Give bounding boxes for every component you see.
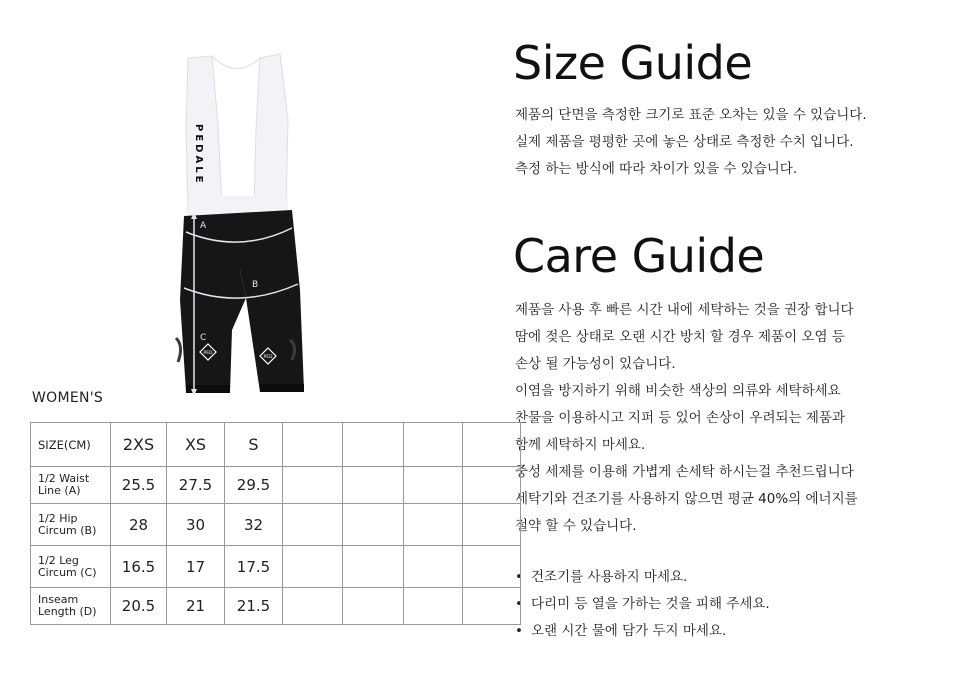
- table-cell: 25.5: [111, 467, 167, 504]
- table-row: [31, 467, 521, 504]
- table-cell: 29.5: [225, 467, 283, 504]
- list-item: [515, 564, 770, 591]
- table-header-cell: SIZE(CM): [31, 423, 111, 467]
- bullet-icon: •: [515, 623, 523, 639]
- table-cell: 21: [167, 588, 225, 625]
- table-row: [31, 546, 521, 588]
- care-guide-line: 찬물을 이용하시고 지퍼 등 있어 손상이 우려되는 제품과: [515, 410, 845, 426]
- care-guide-line: 절약 할 수 있습니다.: [515, 518, 637, 534]
- table-cell: [463, 546, 521, 588]
- marker-c: C: [200, 333, 207, 343]
- care-guide-line: 함께 세탁하지 마세요.: [515, 437, 646, 453]
- bullet-text: 건조기를 사용하지 마세요.: [531, 569, 688, 585]
- table-header-cell: [404, 423, 463, 467]
- table-row-label: Inseam Length (D): [31, 588, 111, 625]
- size-table: [30, 422, 521, 625]
- svg-text:PED: PED: [203, 351, 213, 356]
- table-cell: 17: [167, 546, 225, 588]
- table-header-cell: [283, 423, 343, 467]
- table-cell: 20.5: [111, 588, 167, 625]
- table-row: [31, 504, 521, 546]
- care-guide-line: 제품을 사용 후 빠른 시간 내에 세탁하는 것을 권장 합니다: [515, 302, 854, 318]
- table-cell: 30: [167, 504, 225, 546]
- table-cell: [343, 546, 404, 588]
- table-cell: 16.5: [111, 546, 167, 588]
- table-cell: 32: [225, 504, 283, 546]
- shorts-body: [180, 210, 304, 392]
- bullet-icon: •: [515, 569, 523, 585]
- brand-text: PEDALE: [193, 124, 204, 186]
- table-row-label: 1/2 Waist Line (A): [31, 467, 111, 504]
- table-header-cell: [343, 423, 404, 467]
- bib-shorts-illustration: [160, 40, 360, 410]
- table-row-label: 1/2 Leg Circum (C): [31, 546, 111, 588]
- table-cell: 21.5: [225, 588, 283, 625]
- list-item: [515, 618, 770, 645]
- size-guide-line: 제품의 단면을 측정한 크기로 표준 오차는 있을 수 있습니다.: [515, 107, 867, 123]
- bullet-icon: •: [515, 596, 523, 612]
- size-guide-description: [515, 102, 867, 183]
- table-cell: [404, 588, 463, 625]
- table-cell: [283, 467, 343, 504]
- table-cell: [283, 546, 343, 588]
- care-guide-line: 손상 될 가능성이 있습니다.: [515, 356, 676, 372]
- table-header-cell: 2XS: [111, 423, 167, 467]
- table-row: [31, 588, 521, 625]
- bullet-text: 오랜 시간 물에 담가 두지 마세요.: [531, 623, 727, 639]
- product-image: [160, 40, 360, 410]
- care-guide-line: 땀에 젖은 상태로 오랜 시간 방치 할 경우 제품이 오염 등: [515, 329, 845, 345]
- care-guide-description: [515, 297, 858, 540]
- table-header-cell: S: [225, 423, 283, 467]
- table-header-cell: [463, 423, 521, 467]
- table-cell: [343, 504, 404, 546]
- table-cell: [343, 467, 404, 504]
- table-cell: 28: [111, 504, 167, 546]
- table-cell: [283, 588, 343, 625]
- size-guide-line: 실제 제품을 평평한 곳에 놓은 상태로 측정한 수치 입니다.: [515, 134, 854, 150]
- size-guide-line: 측정 하는 방식에 따라 차이가 있을 수 있습니다.: [515, 161, 798, 177]
- table-cell: [404, 546, 463, 588]
- table-cell: [463, 504, 521, 546]
- marker-b: B: [252, 280, 259, 290]
- list-item: [515, 591, 770, 618]
- care-guide-line: 중성 세제를 이용해 가볍게 손세탁 하시는걸 추천드립니다: [515, 464, 854, 480]
- svg-text:PED: PED: [263, 355, 273, 360]
- table-cell: 27.5: [167, 467, 225, 504]
- table-cell: [283, 504, 343, 546]
- table-header-cell: XS: [167, 423, 225, 467]
- table-row-label: 1/2 Hip Circum (B): [31, 504, 111, 546]
- table-cell: [463, 467, 521, 504]
- care-bullet-list: [515, 564, 770, 645]
- right-bib-strap: [254, 54, 288, 208]
- bullet-text: 다리미 등 열을 가하는 것을 피해 주세요.: [531, 596, 770, 612]
- care-guide-title: Care Guide: [513, 229, 765, 283]
- size-table-heading: WOMEN'S: [32, 390, 104, 406]
- table-cell: 17.5: [225, 546, 283, 588]
- table-cell: [343, 588, 404, 625]
- care-guide-line: 이염을 방지하기 위해 비슷한 색상의 의류와 세탁하세요: [515, 383, 841, 399]
- care-guide-line: 세탁기와 건조기를 사용하지 않으면 평균 40%의 에너지를: [515, 491, 858, 507]
- size-guide-title: Size Guide: [513, 36, 753, 90]
- table-cell: [463, 588, 521, 625]
- table-cell: [404, 504, 463, 546]
- table-cell: [404, 467, 463, 504]
- marker-a: A: [200, 221, 207, 231]
- table-header-row: [31, 423, 521, 467]
